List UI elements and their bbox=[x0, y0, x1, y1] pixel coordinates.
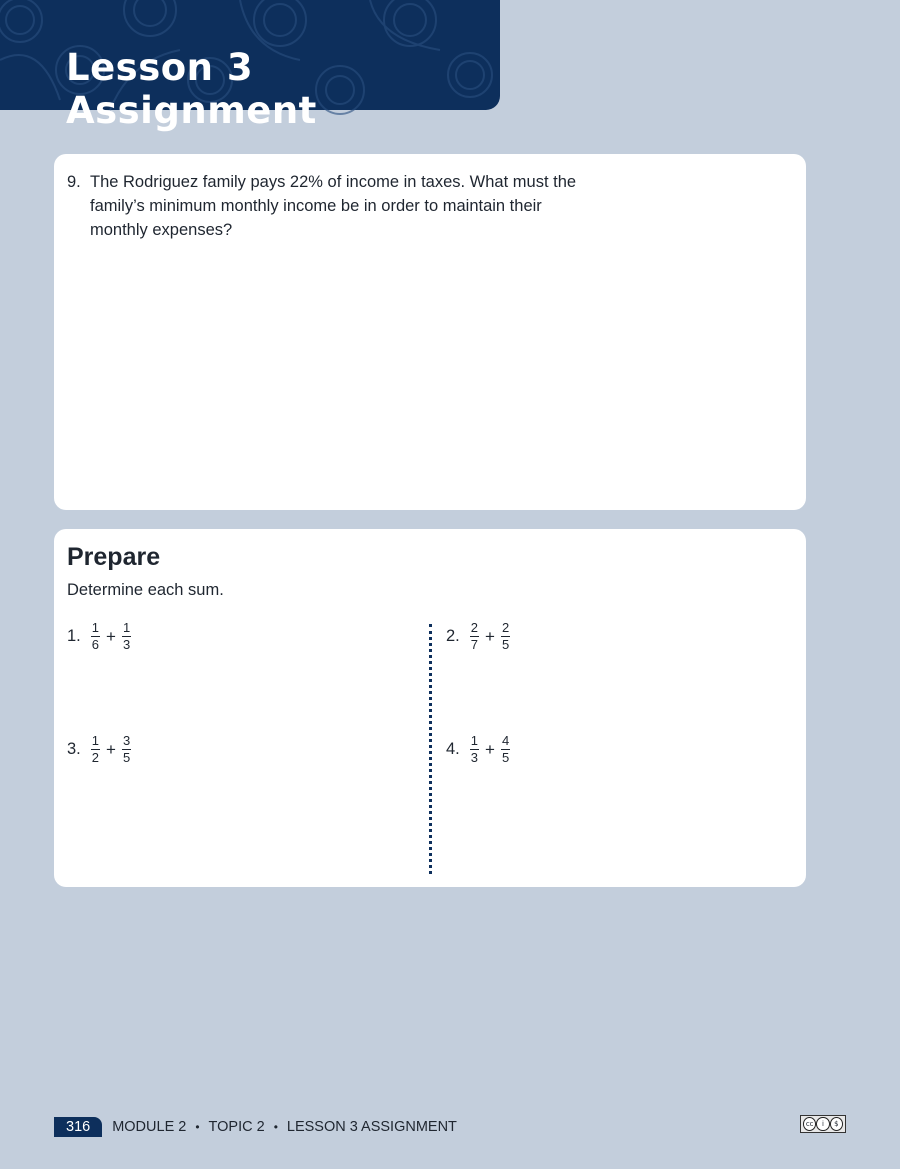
cc-icon: cc bbox=[803, 1117, 816, 1131]
page-title: Lesson 3 Assignment bbox=[66, 46, 317, 132]
plus-sign: + bbox=[106, 739, 116, 759]
footer-separator: • bbox=[273, 1120, 278, 1134]
numerator: 1 bbox=[91, 733, 99, 748]
denominator: 7 bbox=[470, 637, 478, 652]
problem-number: 1. bbox=[67, 627, 81, 645]
problem-number: 4. bbox=[446, 740, 460, 758]
footer-lesson: LESSON 3 ASSIGNMENT bbox=[286, 1119, 457, 1135]
problem-4 bbox=[446, 734, 512, 765]
creative-commons-license-icon bbox=[800, 1115, 846, 1133]
question-number: 9. bbox=[67, 173, 81, 191]
denominator: 5 bbox=[501, 750, 510, 765]
page-footer bbox=[54, 1116, 457, 1138]
fraction bbox=[501, 734, 510, 765]
problem-1 bbox=[67, 621, 133, 652]
lesson-banner bbox=[0, 0, 500, 132]
problem-3 bbox=[67, 734, 133, 765]
problem-number: 2. bbox=[446, 627, 460, 645]
question-line: family’s minimum monthly income be in order to maintain their bbox=[90, 197, 542, 215]
footer-module: MODULE 2 bbox=[112, 1119, 187, 1135]
nc-icon: $ bbox=[830, 1117, 843, 1131]
numerator: 1 bbox=[122, 620, 131, 635]
problem-number: 3. bbox=[67, 740, 81, 758]
prepare-card bbox=[54, 529, 806, 887]
fraction bbox=[91, 621, 100, 652]
question-line: monthly expenses? bbox=[90, 221, 233, 239]
plus-sign: + bbox=[485, 626, 495, 646]
denominator: 2 bbox=[91, 750, 99, 765]
fraction bbox=[470, 621, 479, 652]
denominator: 3 bbox=[122, 637, 131, 652]
denominator: 6 bbox=[91, 637, 99, 652]
footer-separator: • bbox=[195, 1120, 200, 1134]
denominator: 5 bbox=[501, 637, 510, 652]
question-9-card bbox=[54, 154, 806, 510]
prepare-heading: Prepare bbox=[67, 543, 161, 571]
numerator: 4 bbox=[501, 733, 510, 748]
by-icon: i bbox=[816, 1117, 829, 1131]
fraction bbox=[470, 734, 479, 765]
problem-2 bbox=[446, 621, 512, 652]
numerator: 1 bbox=[91, 620, 99, 635]
numerator: 2 bbox=[501, 620, 510, 635]
fraction bbox=[122, 734, 131, 765]
question-9 bbox=[67, 170, 627, 242]
footer-topic: TOPIC 2 bbox=[208, 1119, 265, 1135]
numerator: 2 bbox=[470, 620, 478, 635]
numerator: 1 bbox=[470, 733, 478, 748]
dotted-divider bbox=[429, 624, 432, 874]
denominator: 3 bbox=[470, 750, 478, 765]
numerator: 3 bbox=[122, 733, 131, 748]
prepare-instruction: Determine each sum. bbox=[67, 581, 224, 599]
fraction bbox=[501, 621, 510, 652]
plus-sign: + bbox=[106, 626, 116, 646]
question-line: The Rodriguez family pays 22% of income in taxes. What must the bbox=[90, 173, 577, 191]
question-text bbox=[90, 170, 627, 242]
fraction bbox=[122, 621, 131, 652]
plus-sign: + bbox=[485, 739, 495, 759]
denominator: 5 bbox=[122, 750, 131, 765]
page-number: 316 bbox=[54, 1117, 102, 1137]
fraction bbox=[91, 734, 100, 765]
